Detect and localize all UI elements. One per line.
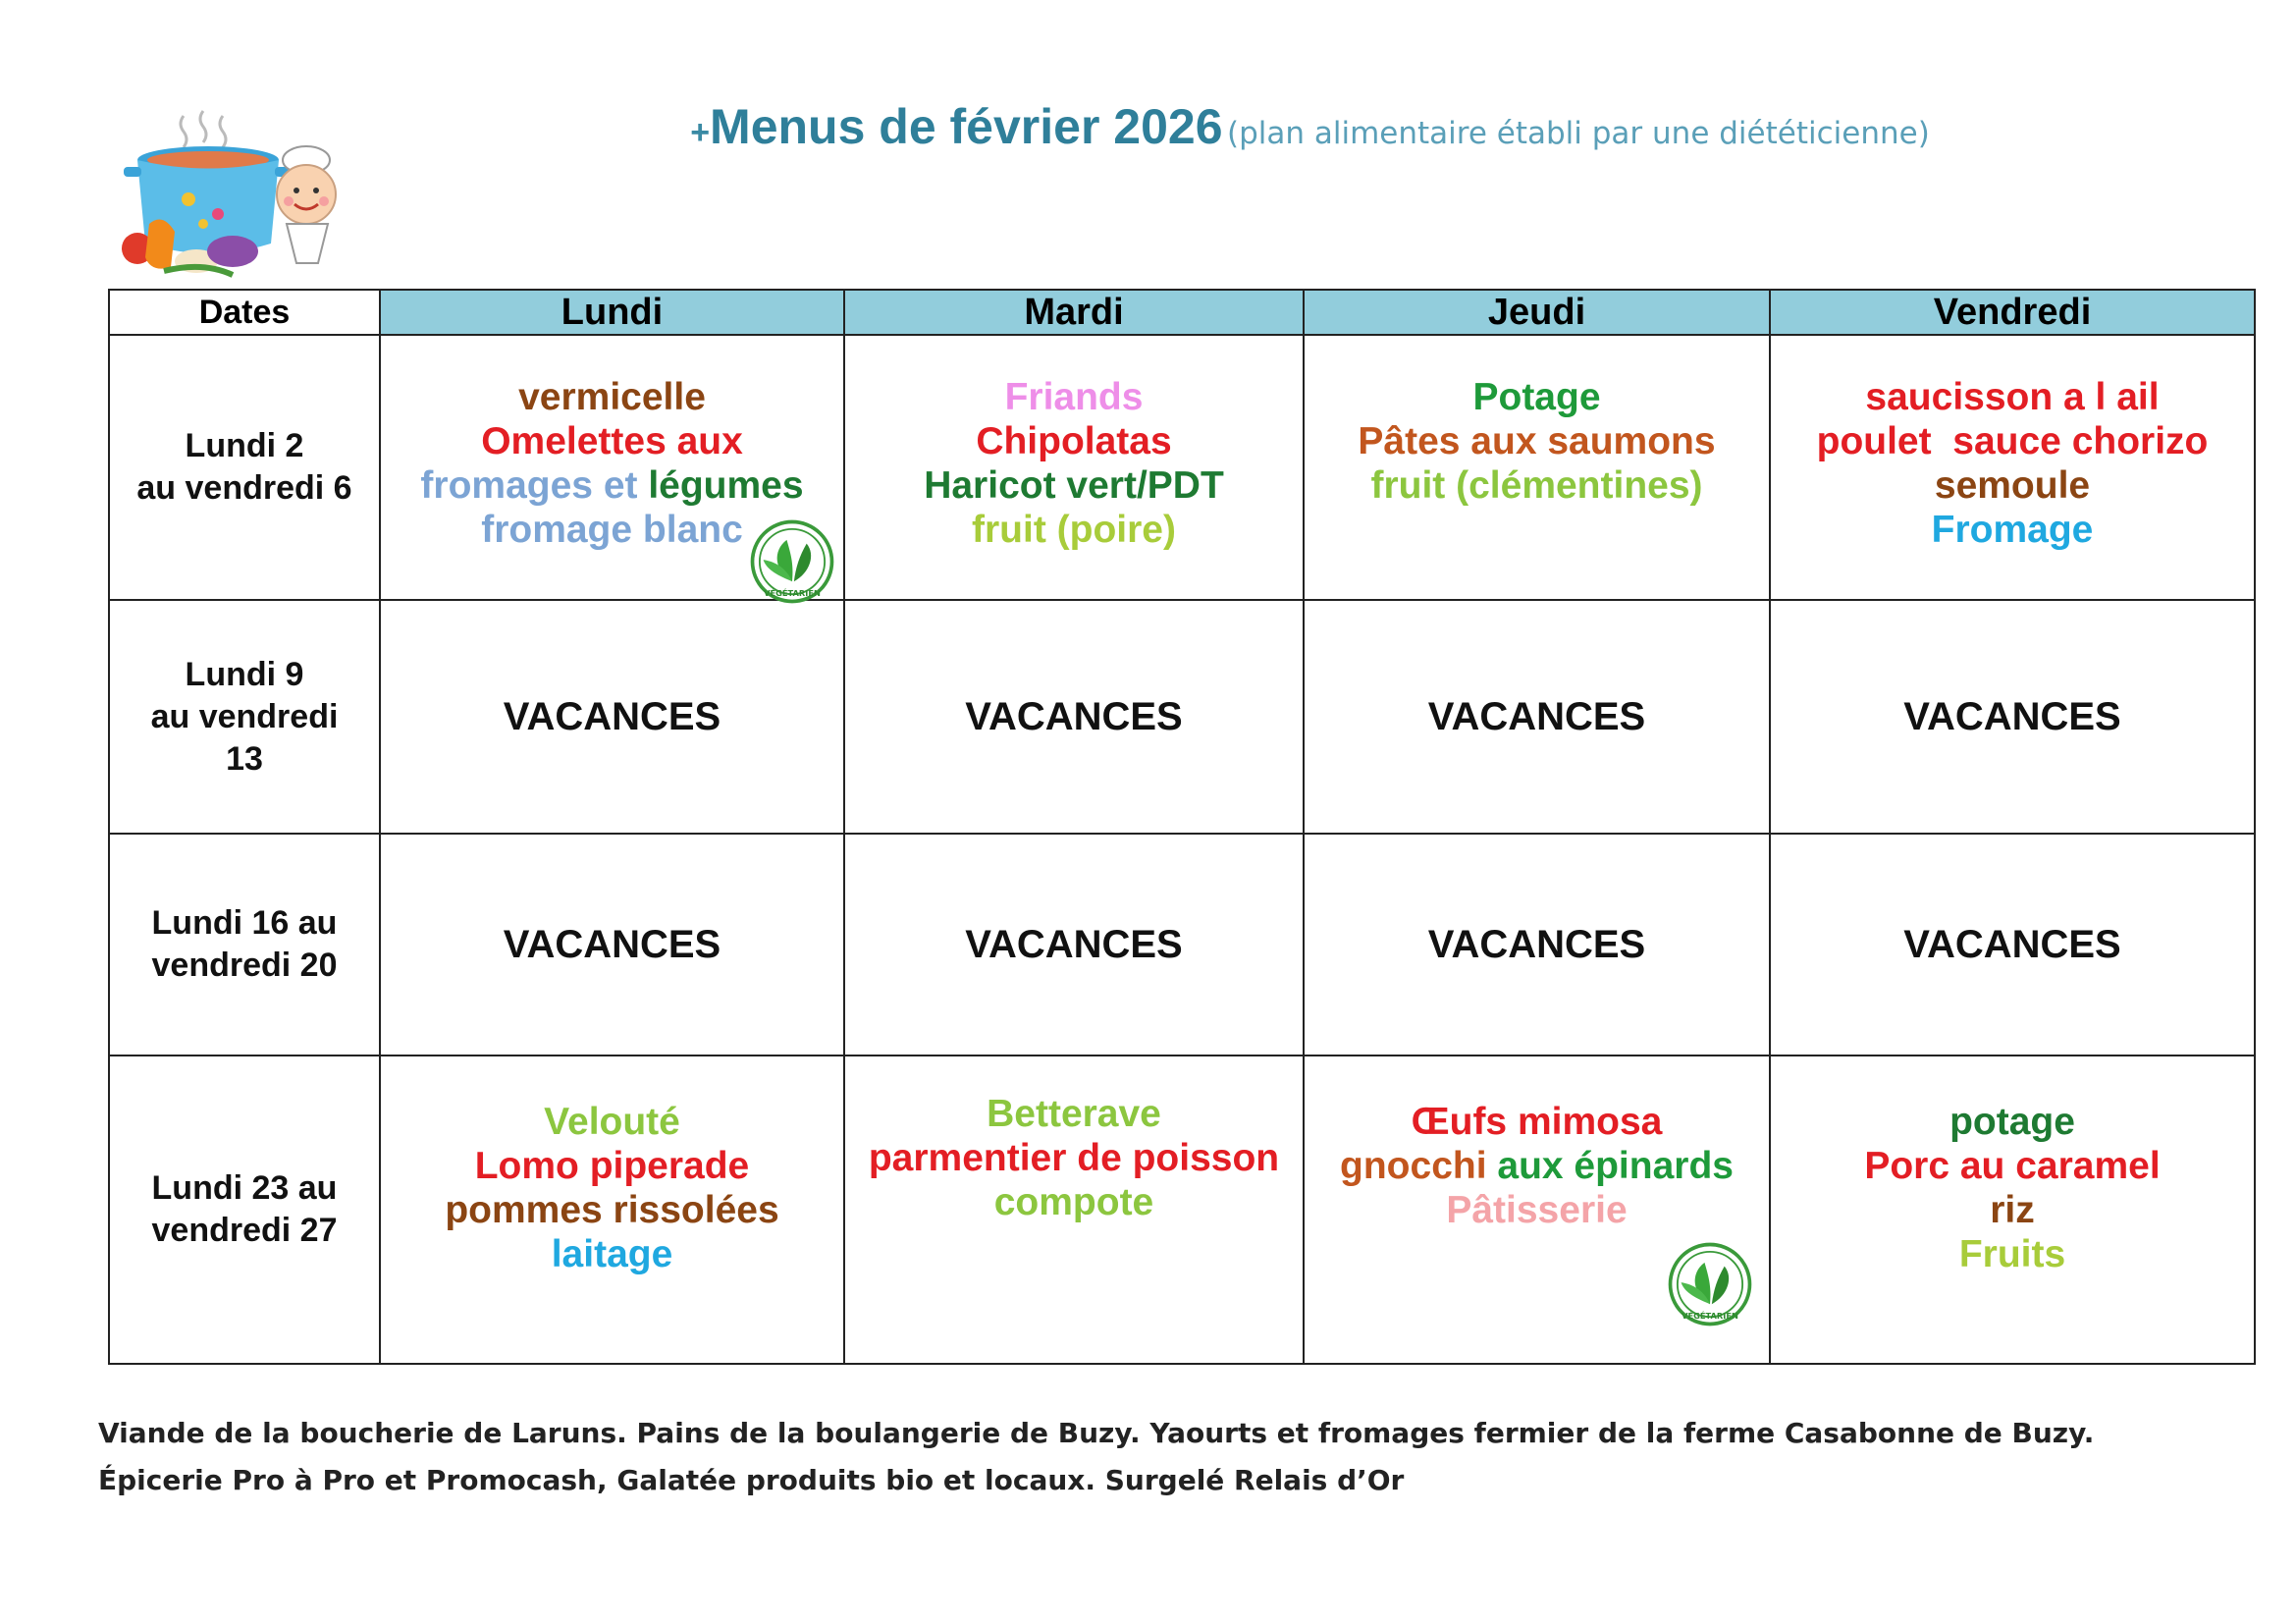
- menu-item: [381, 1100, 843, 1144]
- menu-item-text: Fruits: [1958, 1233, 2066, 1275]
- menu-item-text: Porc au caramel: [1864, 1145, 2161, 1187]
- menu-item: [1771, 1232, 2254, 1276]
- menu-item: [1305, 1100, 1769, 1144]
- menu-item-text: Omelettes aux: [481, 420, 743, 462]
- date-line: vendredi 27: [151, 1212, 338, 1249]
- menu-item: [1305, 1188, 1769, 1232]
- menu-item: [845, 1136, 1303, 1180]
- menu-item-text: compote: [993, 1181, 1154, 1223]
- menu-item-text: riz: [1990, 1189, 2035, 1231]
- menu-item: [381, 1232, 843, 1276]
- menu-cell-vendredi: [1770, 335, 2255, 600]
- week-row: [109, 600, 2255, 834]
- menu-item: [381, 1144, 843, 1188]
- vacances-cell-lundi: VACANCES: [380, 834, 844, 1056]
- menu-item-text: pommes rissolées: [445, 1189, 779, 1231]
- menu-item-text: Fromage: [1931, 509, 2094, 551]
- menu-item: [1771, 463, 2254, 508]
- vacances-cell-vendredi: VACANCES: [1770, 600, 2255, 834]
- date-line: au vendredi: [150, 697, 339, 735]
- vegetarian-leaf-icon: [1665, 1239, 1755, 1329]
- menu-cell-mardi: [844, 1056, 1304, 1364]
- week-dates: [109, 335, 380, 600]
- menu-item: [1771, 1100, 2254, 1144]
- menu-item: [845, 1180, 1303, 1224]
- menu-item: [1305, 1144, 1769, 1188]
- menu-item: [1771, 508, 2254, 552]
- menu-item: [1771, 1188, 2254, 1232]
- date-line: Lundi 16 au: [151, 904, 338, 942]
- date-line: Lundi 23 au: [151, 1169, 338, 1207]
- vacances-cell-vendredi: VACANCES: [1770, 834, 2255, 1056]
- vegetarian-leaf-icon: [747, 516, 837, 607]
- date-line: au vendredi 6: [136, 469, 352, 507]
- vegetarian-label: VÉGÉTARIEN: [764, 587, 821, 598]
- menu-item-text: Betterave: [987, 1093, 1161, 1135]
- date-line: Lundi 2: [185, 427, 304, 464]
- week-dates: [109, 834, 380, 1056]
- menu-item-text: parmentier de poisson: [868, 1137, 1280, 1179]
- menu-item: [381, 1188, 843, 1232]
- menu-item-text: semoule: [1934, 464, 2091, 507]
- menu-item-text: Potage: [1472, 376, 1601, 418]
- week-row: [109, 834, 2255, 1056]
- menu-item: [845, 508, 1303, 552]
- week-row: [109, 1056, 2255, 1364]
- header-lundi: Lundi: [380, 290, 844, 335]
- vacances-cell-jeudi: VACANCES: [1304, 834, 1770, 1056]
- menu-item-text: Pâtes aux saumons: [1358, 420, 1716, 462]
- menu-item: [381, 463, 843, 508]
- menu-item-text: gnocchi: [1340, 1145, 1498, 1187]
- week-dates: [109, 600, 380, 834]
- menu-item: [1305, 463, 1769, 508]
- page-title: [0, 98, 2296, 155]
- menu-item: [845, 419, 1303, 463]
- menu-cell-mardi: [844, 335, 1304, 600]
- menu-item: [1771, 375, 2254, 419]
- header-dates: Dates: [109, 290, 380, 335]
- menu-item: [845, 375, 1303, 419]
- menu-item-text: fruit (poire): [972, 509, 1176, 551]
- vegetarian-label: VÉGÉTARIEN: [1682, 1310, 1738, 1321]
- menu-item: [1305, 419, 1769, 463]
- menu-item-text: légumes: [648, 464, 804, 507]
- menu-item-text: fromages et: [420, 464, 649, 507]
- vacances-cell-mardi: VACANCES: [844, 834, 1304, 1056]
- menu-item: [381, 419, 843, 463]
- menu-table: [108, 289, 2256, 1365]
- header-row: [109, 290, 2255, 335]
- menu-item-text: Lomo piperade: [474, 1145, 750, 1187]
- menu-item-text: vermicelle: [518, 376, 706, 418]
- menu-item: [1305, 375, 1769, 419]
- menu-item-text: potage: [1949, 1101, 2075, 1143]
- header-mardi: Mardi: [844, 290, 1304, 335]
- header-jeudi: Jeudi: [1304, 290, 1770, 335]
- title-main: Menus de février 2026: [710, 99, 1223, 154]
- menu-cell-jeudi: [1304, 335, 1770, 600]
- date-line: vendredi 20: [151, 947, 338, 984]
- header-vendredi: Vendredi: [1770, 290, 2255, 335]
- vacances-cell-jeudi: VACANCES: [1304, 600, 1770, 834]
- date-line: 13: [226, 739, 263, 778]
- menu-item-text: Chipolatas: [976, 420, 1172, 462]
- menu-item-text: Haricot vert/PDT: [924, 464, 1224, 507]
- menu-cell-lundi: [380, 335, 844, 600]
- date-line: Lundi 9: [185, 655, 304, 693]
- week-row: [109, 335, 2255, 600]
- menu-item-text: Œufs mimosa: [1411, 1101, 1663, 1143]
- menu-item-text: Friands: [1004, 376, 1144, 418]
- menu-item-text: laitage: [551, 1233, 673, 1275]
- menu-cell-vendredi: [1770, 1056, 2255, 1364]
- suppliers-note: Viande de la boucherie de Laruns. Pains de la boulangerie de Buzy. Yaourts et fromages fermier de la ferme Casabonne de Buzy. Épicerie Pro à Pro et Promocash, Galatée produits bio et locaux. Surgelé Relais d’Or: [98, 1417, 2095, 1496]
- menu-cell-jeudi: [1304, 1056, 1770, 1364]
- menu-item-text: saucisson a l ail: [1865, 376, 2160, 418]
- menu-item: [1771, 419, 2254, 463]
- menu-item-text: fruit (clémentines): [1370, 464, 1703, 507]
- menu-item: [845, 1092, 1303, 1136]
- menu-item-text: Velouté: [544, 1101, 680, 1143]
- title-subtitle: (plan alimentaire établi par une diététicienne): [1227, 116, 1930, 151]
- menu-item-text: poulet sauce chorizo: [1816, 420, 2209, 462]
- menu-item: [381, 375, 843, 419]
- menu-item-text: aux épinards: [1497, 1145, 1734, 1187]
- menu-item-text: fromage blanc: [481, 509, 743, 551]
- vacances-cell-lundi: VACANCES: [380, 600, 844, 834]
- week-dates: [109, 1056, 380, 1364]
- vacances-cell-mardi: VACANCES: [844, 600, 1304, 834]
- menu-cell-lundi: [380, 1056, 844, 1364]
- menu-item-text: Pâtisserie: [1446, 1189, 1628, 1231]
- title-prefix: +: [690, 114, 711, 151]
- menu-body: [109, 335, 2255, 1364]
- menu-item: [1771, 1144, 2254, 1188]
- menu-item: [845, 463, 1303, 508]
